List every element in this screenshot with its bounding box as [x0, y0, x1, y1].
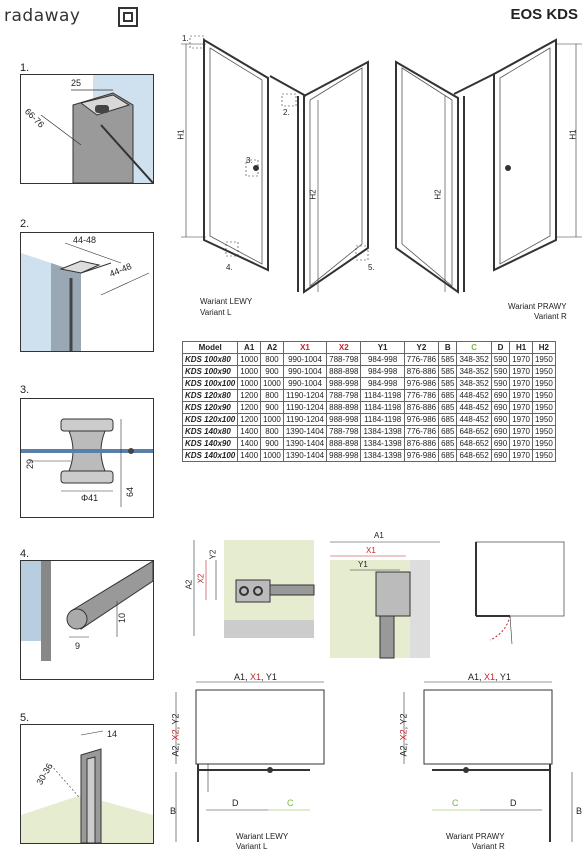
right-variant-en-label: Variant R: [534, 312, 567, 321]
table-cell: 1000: [261, 450, 284, 462]
table-cell: 800: [261, 354, 284, 366]
table-cell: 585: [439, 354, 457, 366]
table-cell: 900: [261, 402, 284, 414]
table-row: [183, 450, 556, 462]
plan-right-c: C: [452, 798, 459, 808]
table-cell: 448-452: [457, 390, 491, 402]
table-cell: 685: [439, 426, 457, 438]
col-a2: A2: [261, 342, 284, 354]
table-cell: 990-1004: [283, 366, 326, 378]
col-model: Model: [183, 342, 238, 354]
table-cell: 876-886: [404, 402, 438, 414]
table-cell-model: KDS 140x90: [183, 438, 238, 450]
table-cell: 888-898: [327, 366, 361, 378]
table-cell: 1390-1404: [283, 426, 326, 438]
table-cell-model: KDS 100x90: [183, 366, 238, 378]
table-row: [183, 438, 556, 450]
table-row: [183, 402, 556, 414]
table-cell: 1950: [532, 366, 555, 378]
table-cell: 1000: [261, 378, 284, 390]
plan-left-top-dims: A1, X1, Y1: [234, 672, 277, 682]
table-cell: 1970: [510, 438, 533, 450]
door-swing-svg: [470, 540, 570, 650]
step-4-dim-10: 10: [117, 612, 128, 624]
table-cell: 788-798: [327, 354, 361, 366]
spec-table-header: [183, 342, 556, 354]
table-cell: 685: [439, 450, 457, 462]
table-cell: 1970: [510, 414, 533, 426]
table-cell: 1184-1198: [361, 402, 404, 414]
brand-logo-text: radaway: [4, 6, 81, 26]
table-cell: 1950: [532, 390, 555, 402]
step-2-dim-a: 44-48: [73, 235, 97, 245]
col-y1: Y1: [361, 342, 404, 354]
table-cell: 888-898: [327, 438, 361, 450]
table-cell: 448-452: [457, 414, 491, 426]
table-row: [183, 378, 556, 390]
table-cell: 976-986: [404, 414, 438, 426]
table-cell: 690: [491, 414, 509, 426]
detail-left-drawing: [180, 540, 314, 658]
step-1-number: 1.: [20, 62, 30, 74]
table-cell: 1190-1204: [283, 390, 326, 402]
table-cell: 800: [261, 426, 284, 438]
plan-left-b: B: [170, 806, 177, 816]
col-a1: A1: [238, 342, 261, 354]
plan-right-a2: A2: [398, 745, 409, 757]
left-variant-en-label: Variant L: [200, 308, 232, 317]
table-cell-model: KDS 140x80: [183, 426, 238, 438]
col-d: D: [491, 342, 509, 354]
table-cell: 1970: [510, 378, 533, 390]
left-variant-label: Wariant LEWY: [200, 297, 253, 306]
table-cell: 1184-1198: [361, 390, 404, 402]
table-cell-model: KDS 120x90: [183, 402, 238, 414]
table-cell: 348-352: [457, 354, 491, 366]
detail-right-svg: [330, 530, 460, 658]
table-cell-model: KDS 120x100: [183, 414, 238, 426]
table-cell: 900: [261, 438, 284, 450]
step-1-dim-range: 66-76: [22, 106, 47, 130]
table-cell: 776-786: [404, 390, 438, 402]
table-cell: 984-998: [361, 366, 404, 378]
plan-left-a2: A2: [170, 745, 181, 757]
table-cell: 1184-1198: [361, 414, 404, 426]
table-cell: 984-998: [361, 354, 404, 366]
table-cell: 1970: [510, 402, 533, 414]
table-cell: 1970: [510, 354, 533, 366]
table-cell: 648-652: [457, 450, 491, 462]
detail-a1-label: A1: [374, 531, 384, 540]
col-h1: H1: [510, 342, 533, 354]
plan-left-a1: A1: [234, 672, 246, 682]
step-1-dim-width: 25: [71, 78, 82, 88]
table-cell: 900: [261, 366, 284, 378]
table-cell: 1950: [532, 414, 555, 426]
step-5-dim-14: 14: [107, 729, 118, 739]
table-cell: 1200: [238, 414, 261, 426]
table-cell: 988-998: [327, 378, 361, 390]
step-2-number: 2.: [20, 218, 30, 230]
table-cell: 1970: [510, 390, 533, 402]
plan-right-d: D: [510, 798, 517, 808]
right-variant-label: Wariant PRAWY: [508, 302, 567, 311]
col-x1: X1: [283, 342, 326, 354]
table-cell: 590: [491, 366, 509, 378]
table-cell: 1390-1404: [283, 438, 326, 450]
table-cell: 685: [439, 390, 457, 402]
table-cell: 1950: [532, 354, 555, 366]
table-cell: 690: [491, 438, 509, 450]
callout-5: 5.: [368, 263, 375, 272]
table-cell: 1970: [510, 426, 533, 438]
plan-left-d: D: [232, 798, 239, 808]
table-cell: 690: [491, 402, 509, 414]
plan-left-y2: Y2: [170, 713, 181, 725]
plan-left-x1: X1: [250, 672, 262, 682]
table-cell: 1970: [510, 450, 533, 462]
plan-right-variant-en: Variant R: [472, 842, 505, 851]
plan-right-x2: X2: [398, 729, 409, 741]
table-cell: 1950: [532, 402, 555, 414]
col-x2: X2: [327, 342, 361, 354]
table-cell: 585: [439, 366, 457, 378]
table-cell: 348-352: [457, 378, 491, 390]
plan-right-side-dims: A2, X2, Y2: [398, 713, 409, 757]
table-cell: 685: [439, 402, 457, 414]
table-row: [183, 390, 556, 402]
plan-left-x2: X2: [170, 729, 181, 741]
table-row: [183, 414, 556, 426]
step-4-dim-9: 9: [75, 641, 81, 651]
right-h2-label: H2: [433, 189, 443, 200]
table-cell: 448-452: [457, 402, 491, 414]
table-cell: 685: [439, 414, 457, 426]
plan-left-c: C: [287, 798, 294, 808]
table-cell: 800: [261, 390, 284, 402]
table-cell: 348-352: [457, 366, 491, 378]
plan-left-y1: Y1: [265, 672, 277, 682]
table-row: [183, 354, 556, 366]
table-cell: 585: [439, 378, 457, 390]
step-3-detail: [20, 398, 154, 518]
table-cell: 1400: [238, 438, 261, 450]
plan-right-b: B: [576, 806, 583, 816]
callout-4: 4.: [226, 263, 233, 272]
plan-views-drawing: [0, 652, 584, 852]
table-cell: 648-652: [457, 438, 491, 450]
table-cell: 1000: [238, 366, 261, 378]
table-cell: 990-1004: [283, 354, 326, 366]
detail-y1-label: Y1: [358, 560, 368, 569]
step-2-dim-b: 44-48: [107, 261, 134, 279]
table-row: [183, 366, 556, 378]
col-c: C: [457, 342, 491, 354]
table-cell: 685: [439, 438, 457, 450]
table-cell: 776-786: [404, 426, 438, 438]
product-title: EOS KDS: [510, 6, 578, 23]
detail-y2-label: Y2: [208, 549, 218, 560]
callout-3: 3.: [246, 156, 253, 165]
col-y2: Y2: [404, 342, 438, 354]
table-cell: 1200: [238, 402, 261, 414]
door-swing-drawing: [470, 540, 570, 650]
table-cell-model: KDS 120x80: [183, 390, 238, 402]
table-cell: 1190-1204: [283, 402, 326, 414]
table-cell: 984-998: [361, 378, 404, 390]
table-cell: 988-998: [327, 450, 361, 462]
callout-2: 2.: [283, 108, 290, 117]
table-cell: 1950: [532, 426, 555, 438]
table-cell: 1400: [238, 450, 261, 462]
plan-right-x1: X1: [484, 672, 496, 682]
plan-left-side-dims: A2, X2, Y2: [170, 713, 181, 757]
table-cell: 1950: [532, 450, 555, 462]
table-cell: 888-898: [327, 402, 361, 414]
table-cell: 1200: [238, 390, 261, 402]
spec-table: [182, 341, 556, 462]
table-cell: 1190-1204: [283, 414, 326, 426]
table-cell: 976-986: [404, 450, 438, 462]
right-h1-label: H1: [568, 129, 578, 140]
table-cell: 1400: [238, 426, 261, 438]
step-3-dim-diameter: Φ41: [81, 493, 99, 503]
table-cell: 876-886: [404, 438, 438, 450]
table-cell: 788-798: [327, 426, 361, 438]
table-cell: 1384-1398: [361, 450, 404, 462]
table-cell: 1000: [238, 354, 261, 366]
table-cell-model: KDS 140x100: [183, 450, 238, 462]
step-4-number: 4.: [20, 548, 30, 560]
step-3-number: 3.: [20, 384, 30, 396]
plan-right-y1: Y1: [499, 672, 511, 682]
table-cell: 1384-1398: [361, 438, 404, 450]
plan-left-variant: Wariant LEWY: [236, 832, 289, 841]
table-cell: 976-986: [404, 378, 438, 390]
table-cell-model: KDS 100x100: [183, 378, 238, 390]
plan-right-y2: Y2: [398, 713, 409, 725]
detail-right-drawing: [330, 530, 460, 658]
table-row: [183, 426, 556, 438]
table-cell: 1384-1398: [361, 426, 404, 438]
table-cell: 776-786: [404, 354, 438, 366]
table-cell: 1000: [238, 378, 261, 390]
table-cell: 648-652: [457, 426, 491, 438]
col-h2: H2: [532, 342, 555, 354]
left-h1-label: H1: [176, 129, 186, 140]
detail-a2-label: A2: [184, 579, 194, 590]
table-cell: 876-886: [404, 366, 438, 378]
plan-right-top-dims: A1, X1, Y1: [468, 672, 511, 682]
step-3-dim-29: 29: [25, 458, 36, 470]
front-views-drawing: [0, 0, 584, 320]
table-cell: 1970: [510, 366, 533, 378]
plan-right-a1: A1: [468, 672, 480, 682]
step-5-number: 5.: [20, 712, 30, 724]
table-cell: 590: [491, 354, 509, 366]
table-cell: 690: [491, 426, 509, 438]
table-cell: 1950: [532, 378, 555, 390]
table-cell: 990-1004: [283, 378, 326, 390]
plan-right-variant: Wariant PRAWY: [446, 832, 505, 841]
table-cell: 1000: [261, 414, 284, 426]
detail-left-svg: [180, 540, 314, 658]
table-cell: 1950: [532, 438, 555, 450]
detail-x1-label: X1: [366, 546, 376, 555]
table-cell: 590: [491, 378, 509, 390]
table-cell: 690: [491, 390, 509, 402]
table-cell: 1390-1404: [283, 450, 326, 462]
table-cell: 690: [491, 450, 509, 462]
table-cell: 988-998: [327, 414, 361, 426]
detail-x2-label: X2: [196, 573, 206, 584]
step-5-dim-range: 30-36: [34, 761, 55, 787]
table-cell: 788-798: [327, 390, 361, 402]
col-b: B: [439, 342, 457, 354]
table-cell-model: KDS 100x80: [183, 354, 238, 366]
callout-1: 1.: [182, 34, 189, 43]
left-h2-label: H2: [308, 189, 318, 200]
step-3-dim-64: 64: [125, 486, 136, 498]
plan-left-variant-en: Variant L: [236, 842, 268, 851]
